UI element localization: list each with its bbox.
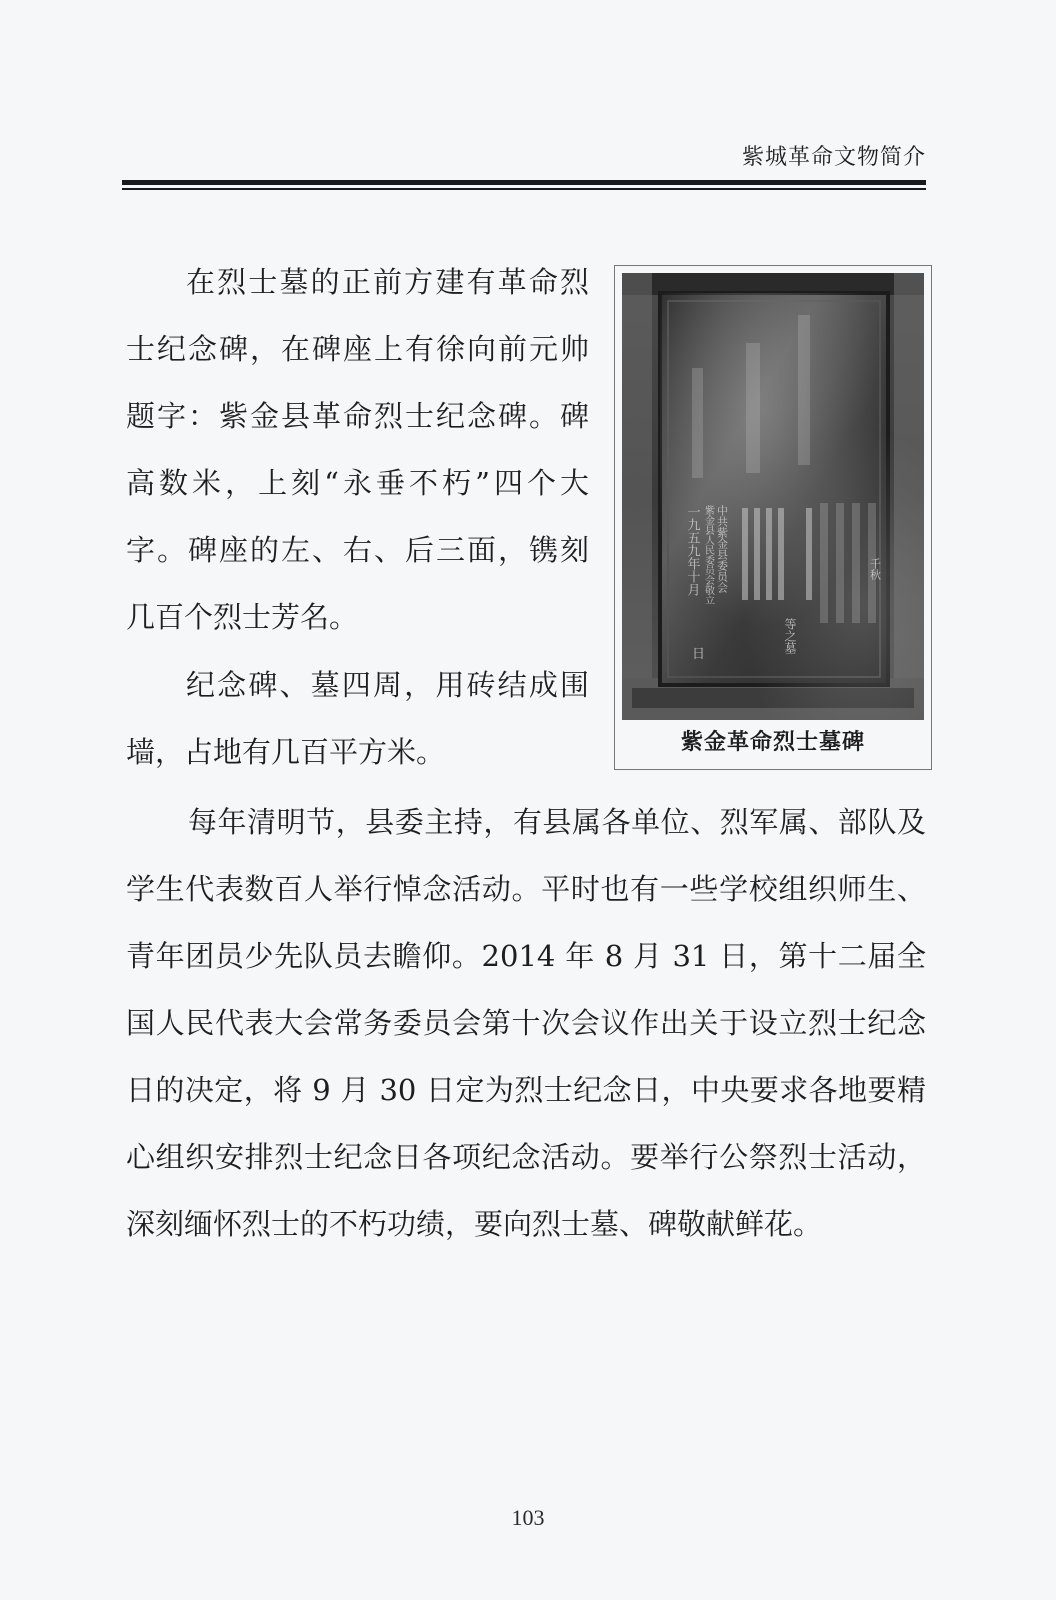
stele-inscription-erected: 紫金县人民委员会敬立 xyxy=(702,505,714,605)
body-paragraph-3: 每年清明节，县委主持，有县属各单位、烈军属、部队及学生代表数百人举行悼念活动。平时也有一些学校组织师生、青年团员少先队员去瞻仰。2014 年 8 月 31 日，第十二届全国人民代表大会常务委员会第十次会议作出关于设立烈士纪念日的决定，将 9 月 30 日定为烈士纪念日，中央要求各地要精心组织安排烈士纪念日各项纪念活动。要举行公祭烈士活动，深刻缅怀烈士的不朽功绩，要向烈士墓、碑敬献鲜花。 xyxy=(126,805,926,1241)
page-number: 103 xyxy=(511,1505,545,1530)
body-paragraph-1: 在烈士墓的正前方建有革命烈士纪念碑，在碑座上有徐向前元帅题字：紫金县革命烈士纪念碑。碑高数米，上刻“永垂不朽”四个大字。碑座的左、右、后三面，镌刻几百个烈士芳名。 xyxy=(126,265,589,634)
body-paragraph-2: 纪念碑、墓四周，用砖结成围墙，占地有几百平方米。 xyxy=(126,668,589,769)
figure-frame xyxy=(614,265,932,770)
stele-inscription-tomb: 等之墓 xyxy=(783,618,797,654)
running-header: 紫城革命文物简介 xyxy=(741,145,926,170)
header-rule-thick xyxy=(122,180,926,185)
stele-inscription-day: 日 xyxy=(692,647,706,662)
stele-image xyxy=(622,273,924,720)
figure-caption: 紫金革命烈士墓碑 xyxy=(680,730,865,755)
header-rule-thin xyxy=(122,188,926,190)
stele-inscription-qianqiu: 千秋 xyxy=(868,558,882,580)
stele-inscription-committee: 中共紫金县委员会 xyxy=(715,505,729,593)
stele-inscription-date: 一九五九年十月 xyxy=(684,505,700,596)
memorial-stele-photo xyxy=(622,273,924,720)
